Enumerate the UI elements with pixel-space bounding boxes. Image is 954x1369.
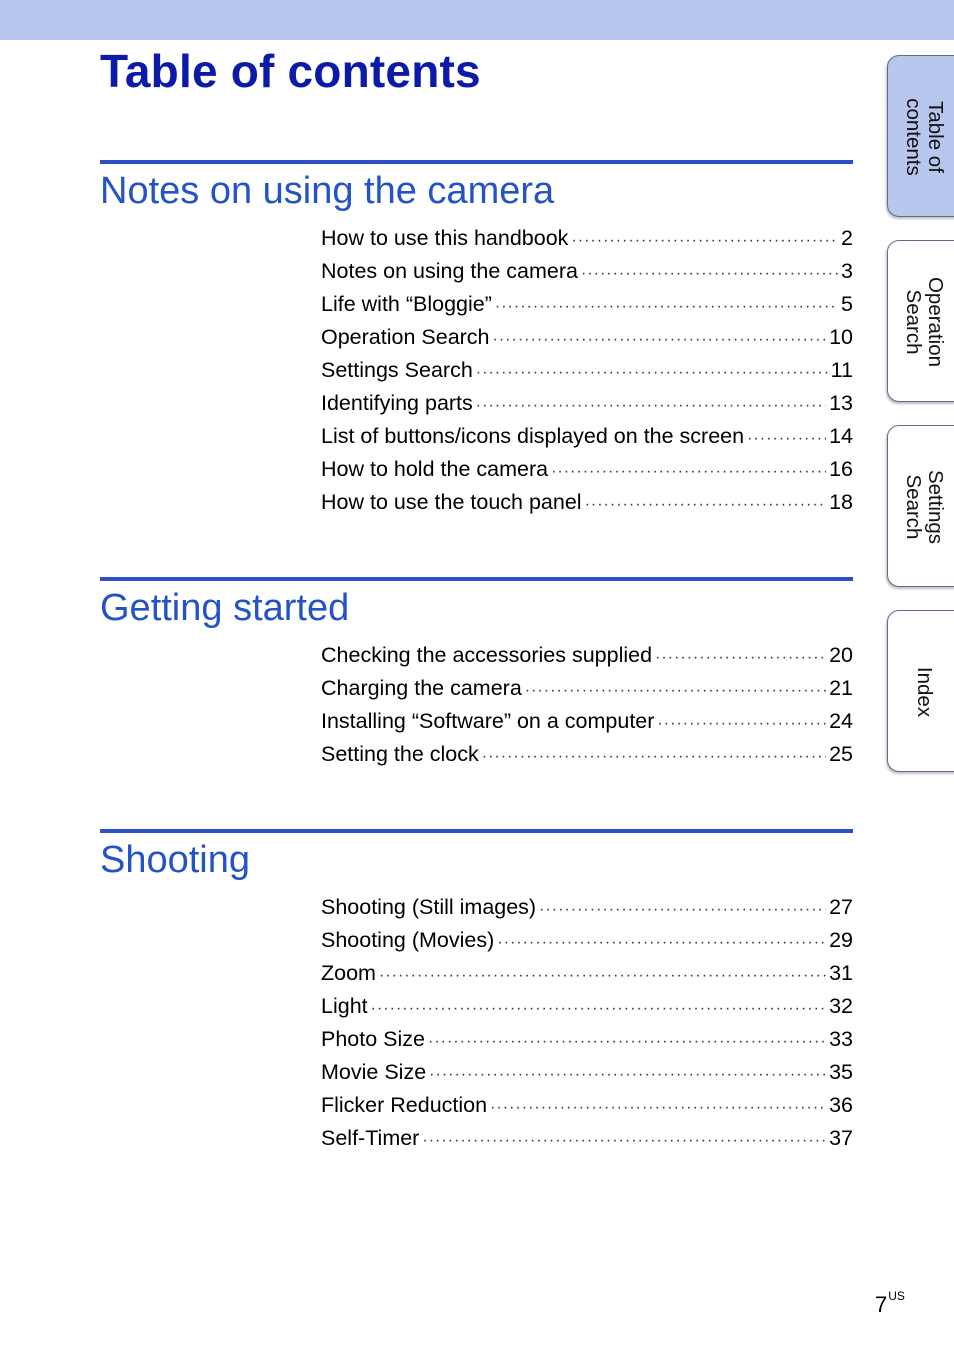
toc-entry[interactable] [321,1056,853,1089]
toc-entry[interactable] [321,924,853,957]
dot-leader [493,323,827,356]
dot-leader [371,992,826,1025]
toc-entry-page: 18 [829,490,853,514]
toc-entry[interactable] [321,705,853,738]
dot-leader [497,926,826,959]
dot-leader [655,641,826,674]
section-getting-started [100,577,853,766]
toc-entry-label: Self-Timer [321,1126,420,1150]
toc-entry[interactable] [321,321,853,354]
side-tab-operation-search[interactable] [887,240,954,402]
toc-entry-label: Installing “Software” on a computer [321,709,655,733]
section-heading: Getting started [100,587,350,629]
toc-entry[interactable] [321,420,853,453]
side-tab-label [913,667,935,717]
dot-leader [747,422,826,455]
toc-entry-page: 33 [829,1027,853,1051]
side-tab-label-line2: contents [902,98,925,176]
toc-entry[interactable] [321,288,853,321]
dot-leader [571,224,838,257]
toc-entry-label: Checking the accessories supplied [321,643,653,667]
toc-entry-label: Shooting (Still images) [321,895,537,919]
dot-leader [490,1091,826,1124]
toc-entry[interactable] [321,354,853,387]
page-number-suffix: US [888,1289,905,1303]
toc-entry[interactable] [321,672,853,705]
toc-entry[interactable] [321,222,853,255]
page-number-value: 7 [875,1292,888,1317]
dot-leader [657,707,826,740]
toc-entry-label: Settings Search [321,358,473,382]
toc-entry-page: 2 [841,226,853,250]
dot-leader [525,674,826,707]
dot-leader [428,1025,826,1058]
section-divider [100,577,853,581]
side-tab-label-line2: Search [902,474,925,540]
dot-leader [379,959,826,992]
toc-entry-page: 10 [829,325,853,349]
toc-entry-label: Setting the clock [321,742,479,766]
toc-entry-page: 37 [829,1126,853,1150]
toc-entry-page: 25 [829,742,853,766]
toc-entry-label: How to hold the camera [321,457,549,481]
side-tab-label-line2: Search [902,289,925,355]
toc-entry-page: 29 [829,928,853,952]
toc-entry-label: Operation Search [321,325,490,349]
toc-entry[interactable] [321,486,853,519]
toc-entry-page: 20 [829,643,853,667]
side-tab-label [902,98,946,176]
toc-entry-page: 14 [829,424,853,448]
toc-entry-label: Light [321,994,368,1018]
toc-entry-page: 11 [830,358,853,382]
dot-leader [551,455,826,488]
toc-entry-label: Life with “Bloggie” [321,292,492,316]
page-title: Table of contents [100,45,481,97]
toc-list [321,891,853,1155]
toc-entry-page: 24 [829,709,853,733]
side-tab-label [902,470,946,544]
toc-entry-label: Shooting (Movies) [321,928,495,952]
toc-entry-label: Photo Size [321,1027,425,1051]
toc-entry[interactable] [321,387,853,420]
side-tab-label-line1: Settings [924,469,947,545]
dot-leader [476,389,826,422]
toc-entry-label: How to use this handbook [321,226,569,250]
toc-entry-label: How to use the touch panel [321,490,582,514]
toc-entry-page: 3 [841,259,853,283]
section-shooting [100,829,853,1150]
toc-entry[interactable] [321,453,853,486]
side-tab-index[interactable] [887,610,954,772]
section-heading: Notes on using the camera [100,170,555,212]
toc-entry[interactable] [321,639,853,672]
dot-leader [422,1124,826,1157]
side-tab-label-line1: Operation [924,276,947,368]
toc-entry-page: 35 [829,1060,853,1084]
toc-entry-page: 21 [829,676,853,700]
toc-entry-page: 32 [829,994,853,1018]
page-number [875,1289,905,1318]
toc-entry-page: 5 [841,292,853,316]
toc-entry-page: 36 [829,1093,853,1117]
toc-entry-label: List of buttons/icons displayed on the screen [321,424,745,448]
toc-entry-page: 13 [829,391,853,415]
top-header-band [0,0,954,40]
dot-leader [581,257,838,290]
toc-entry-page: 27 [829,895,853,919]
toc-entry-label: Charging the camera [321,676,522,700]
toc-entry-label: Flicker Reduction [321,1093,488,1117]
toc-entry[interactable] [321,255,853,288]
toc-list [321,639,853,771]
dot-leader [429,1058,826,1091]
toc-entry-label: Zoom [321,961,376,985]
toc-entry[interactable] [321,990,853,1023]
dot-leader [476,356,828,389]
dot-leader [482,740,826,773]
toc-entry[interactable] [321,891,853,924]
toc-entry[interactable] [321,1023,853,1056]
toc-entry-page: 16 [829,457,853,481]
toc-entry-label: Identifying parts [321,391,473,415]
dot-leader [585,488,827,521]
toc-entry-label: Notes on using the camera [321,259,578,283]
side-tab-settings-search[interactable] [887,425,954,587]
toc-list [321,222,853,519]
dot-leader [495,290,838,323]
section-notes-on-using-camera [100,160,853,514]
toc-entry[interactable] [321,1122,853,1155]
side-tab-label-line1: Table of [924,101,947,173]
toc-entry[interactable] [321,957,853,990]
side-tab-label [902,277,946,367]
dot-leader [539,893,826,926]
side-tab-table-of-contents[interactable] [887,55,954,217]
section-heading: Shooting [100,839,251,881]
toc-entry-label: Movie Size [321,1060,427,1084]
section-divider [100,160,853,164]
toc-entry-page: 31 [829,961,853,985]
section-divider [100,829,853,833]
toc-entry[interactable] [321,738,853,771]
side-tab-label-line1: Index [913,666,936,718]
toc-entry[interactable] [321,1089,853,1122]
